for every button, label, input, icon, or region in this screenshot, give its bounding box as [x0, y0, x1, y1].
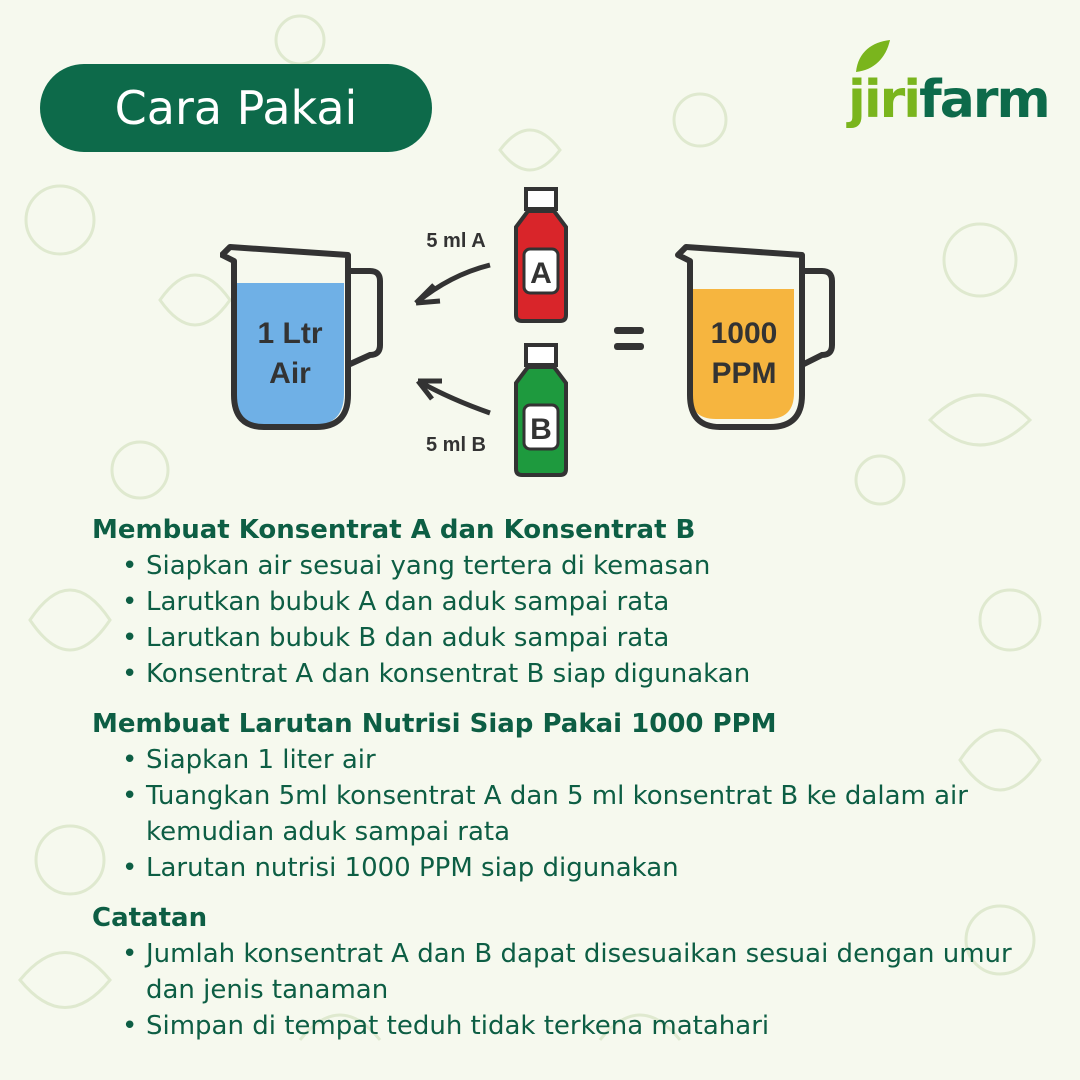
list-item-text: Larutkan bubuk B dan aduk sampai rata [146, 623, 670, 653]
jug-left-line2: Air [269, 357, 311, 390]
list-item: • Siapkan air sesuai yang tertera di kemasan [122, 551, 711, 581]
list-item-text: Tuangkan 5ml konsentrat A dan 5 ml konsentrat B ke dalam air kemudian aduk sampai rata [146, 781, 968, 847]
list-item: • Tuangkan 5ml konsentrat A dan 5 ml konsentrat B ke dalam air kemudian aduk sampai rata [122, 781, 968, 847]
list-item: • Larutkan bubuk A dan aduk sampai rata [122, 587, 670, 617]
list-item-text: Jumlah konsentrat A dan B dapat disesuaikan sesuai dengan umur dan jenis tanaman [146, 939, 1012, 1005]
jirifarm-logo [838, 36, 1068, 136]
list-item: • Simpan di tempat teduh tidak terkena matahari [122, 1011, 770, 1041]
section-konsentrat [92, 512, 1032, 692]
section-title: Membuat Konsentrat A dan Konsentrat B [92, 515, 696, 545]
logo-part-1: jiri [848, 70, 920, 130]
section-title: Catatan [92, 903, 208, 933]
mixing-illustration [220, 185, 850, 485]
jug-right-line2: PPM [711, 357, 777, 390]
section-larutan [92, 706, 1032, 886]
bottle-b-icon [516, 345, 566, 475]
logo-part-2: farm [919, 70, 1049, 130]
list-item-text: Siapkan 1 liter air [146, 745, 376, 775]
equals-icon [614, 327, 644, 350]
amount-a: 5 ml A [426, 230, 486, 252]
water-jug-icon [222, 247, 380, 427]
amount-b: 5 ml B [425, 434, 487, 456]
instructions [92, 512, 1032, 1058]
arrow-a-icon [416, 265, 490, 303]
page-title: Cara Pakai [40, 64, 432, 152]
logo-wordmark [848, 70, 1049, 130]
list-item-text: Siapkan air sesuai yang tertera di kemasan [146, 551, 711, 581]
list-item: • Jumlah konsentrat A dan B dapat disesuaikan sesuai dengan umur dan jenis tanaman [122, 939, 1012, 1005]
list-item: • Larutkan bubuk B dan aduk sampai rata [122, 623, 670, 653]
bottle-b-label: B [530, 413, 552, 446]
list-item: • Larutan nutrisi 1000 PPM siap digunakan [122, 853, 679, 883]
section-catatan [92, 900, 1032, 1044]
section-title: Membuat Larutan Nutrisi Siap Pakai 1000 PPM [92, 709, 777, 739]
bottle-a-icon [516, 189, 566, 321]
list-item-text: Larutkan bubuk A dan aduk sampai rata [146, 587, 670, 617]
list-item: • Siapkan 1 liter air [122, 745, 376, 775]
solution-jug-icon [678, 247, 832, 427]
list-item: • Konsentrat A dan konsentrat B siap digunakan [122, 659, 751, 689]
list-item-text: Simpan di tempat teduh tidak terkena matahari [146, 1011, 770, 1041]
jug-right-line1: 1000 [710, 317, 778, 350]
bottle-a-label: A [530, 257, 552, 290]
list-item-text: Konsentrat A dan konsentrat B siap digunakan [146, 659, 751, 689]
jug-left-line1: 1 Ltr [257, 317, 323, 350]
list-item-text: Larutan nutrisi 1000 PPM siap digunakan [146, 853, 679, 883]
